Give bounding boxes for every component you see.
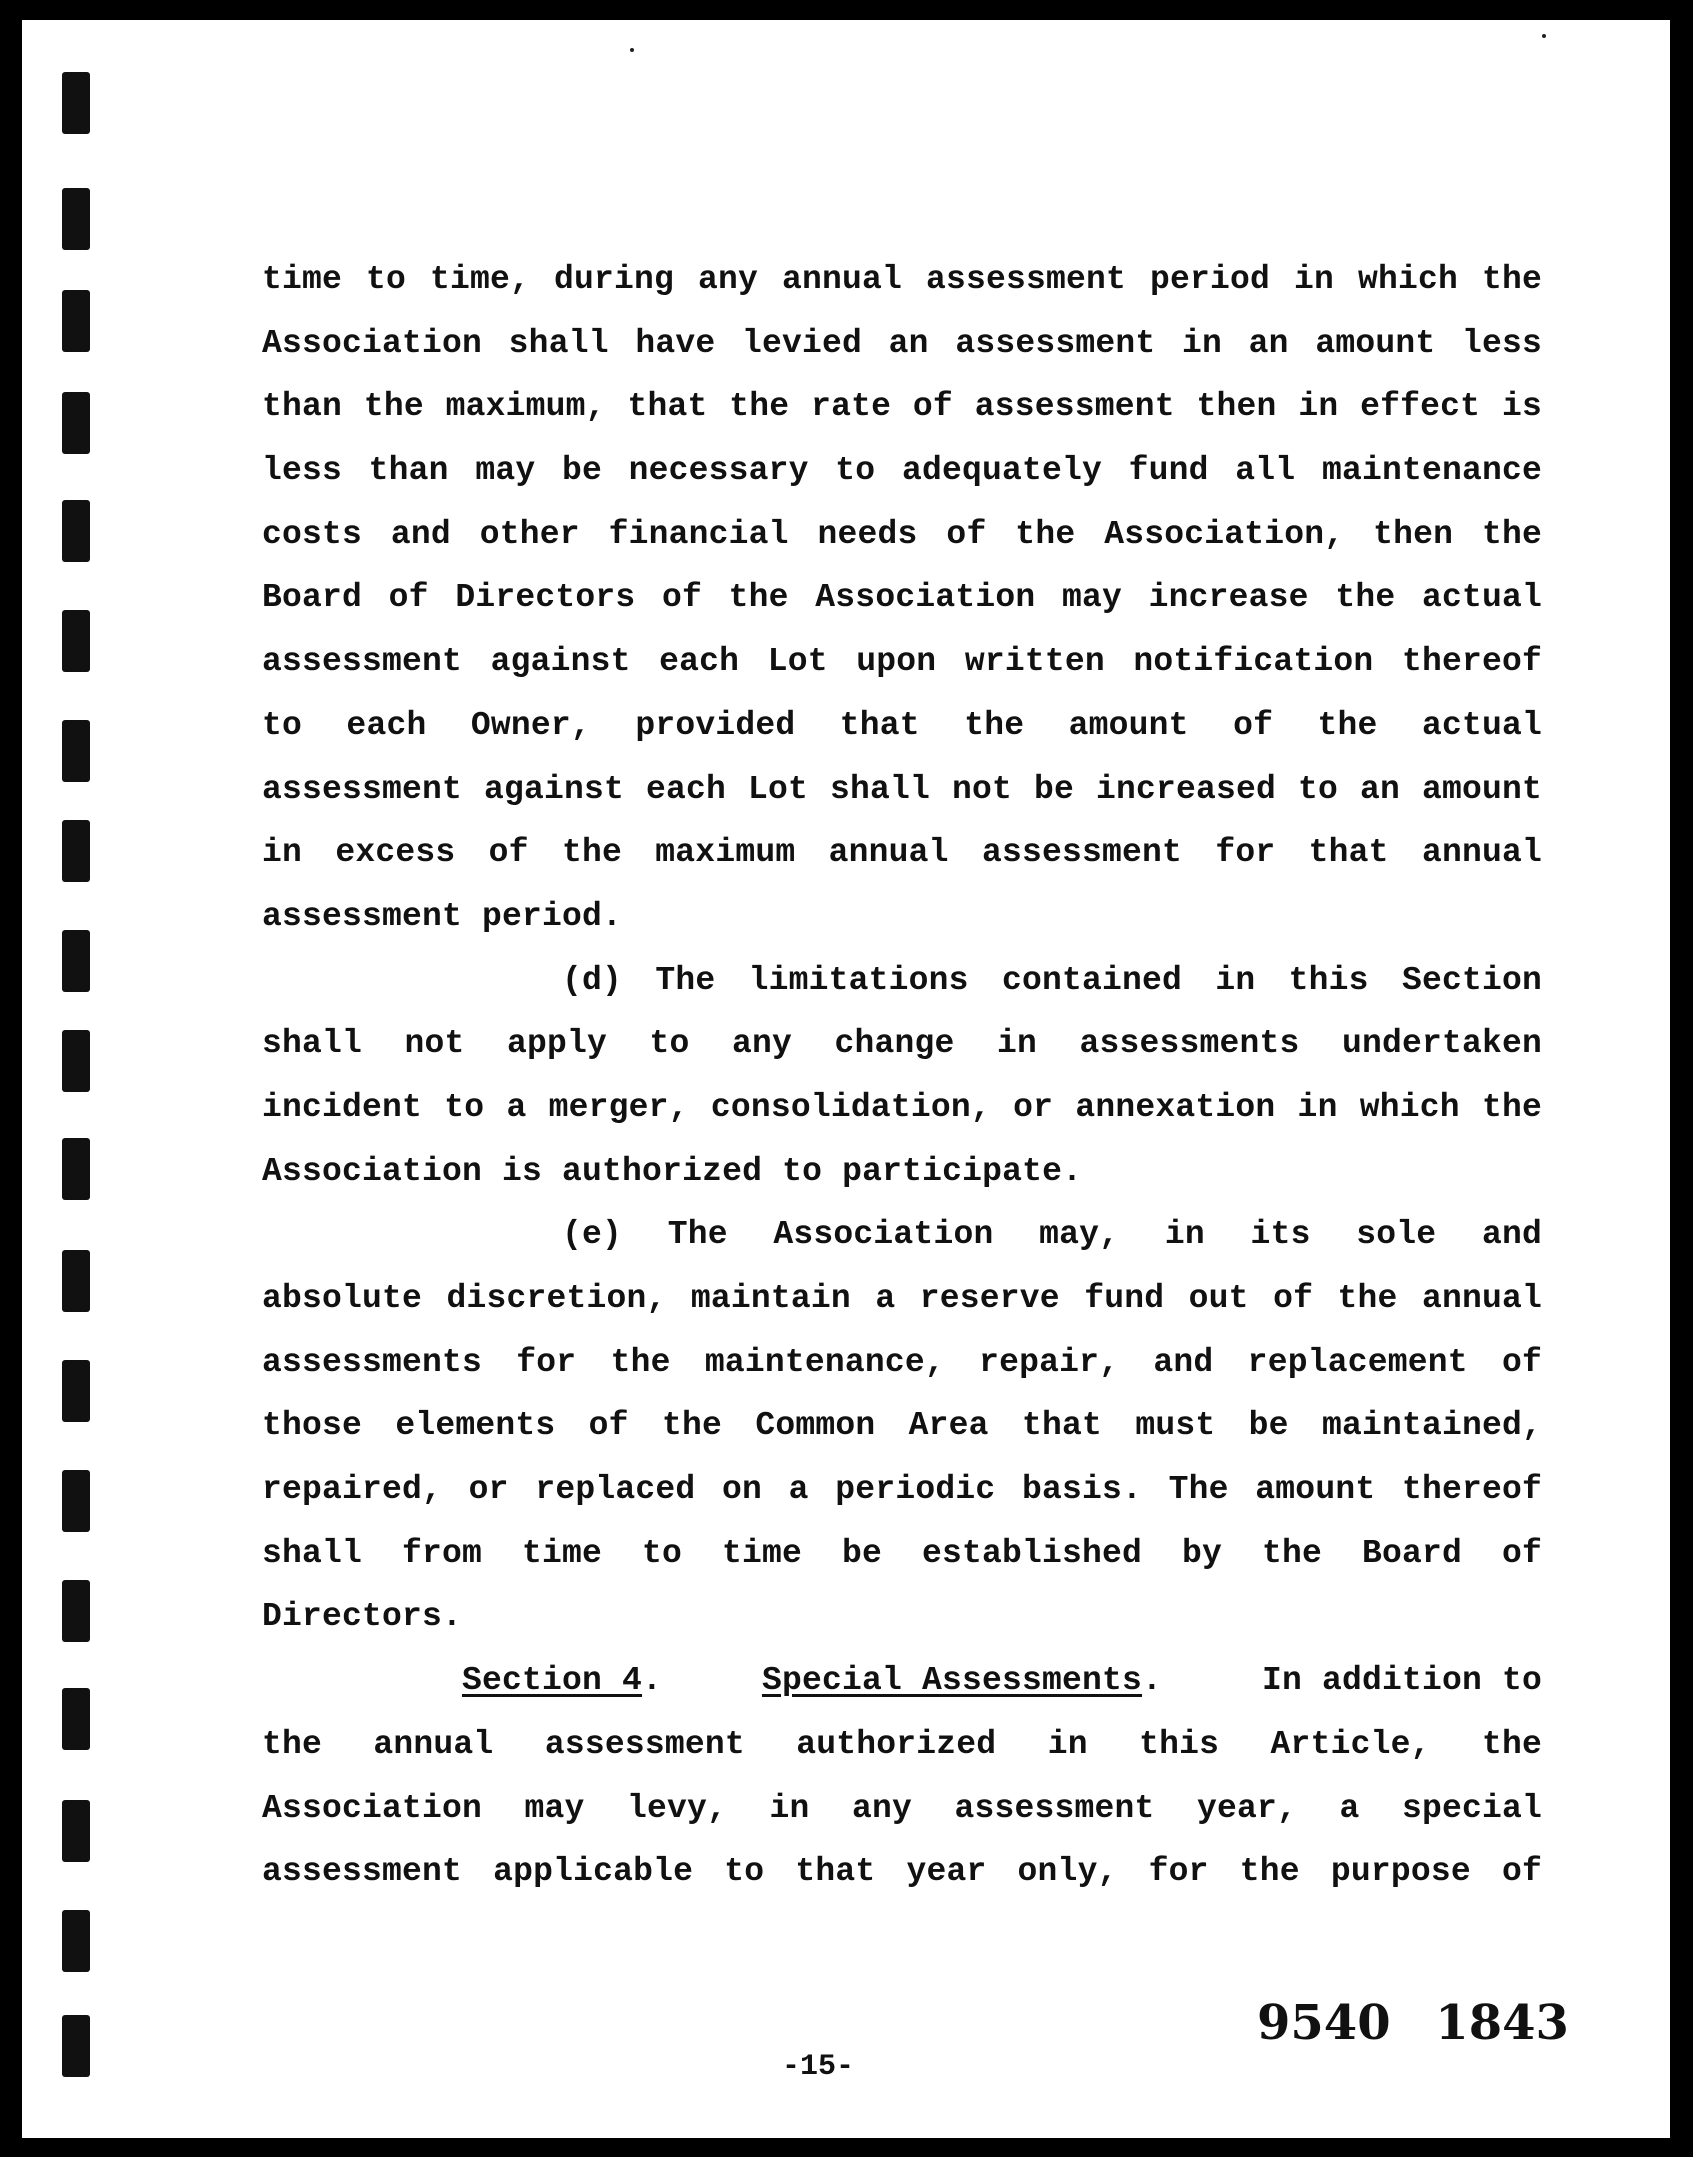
- text-line: to each Owner, provided that the amount of the actual: [262, 706, 1542, 744]
- binder-hole: [62, 1688, 90, 1750]
- bates-number: 9540 1843: [1257, 1995, 1569, 2051]
- binder-hole: [62, 1360, 90, 1422]
- text-line: incident to a merger, consolidation, or annexation in which the: [262, 1088, 1542, 1126]
- section-heading: Section 4: [462, 1662, 643, 1700]
- text-line: Directors.: [262, 1598, 463, 1636]
- text-line: assessment applicable to that year only, for the purpose of: [262, 1853, 1542, 1891]
- binder-hole: [62, 1580, 90, 1642]
- binder-hole: [62, 392, 90, 454]
- document-body: [262, 248, 1542, 1904]
- scan-speck: [630, 48, 634, 52]
- text-line: assessment period.: [262, 897, 623, 935]
- text-line: shall from time to time be established by the Board of: [262, 1534, 1542, 1572]
- binder-hole: [62, 1250, 90, 1312]
- section-4-heading-line: [262, 1649, 1542, 1713]
- binder-hole: [62, 1030, 90, 1092]
- text-line: Association shall have levied an assessment in an amount less: [262, 324, 1542, 362]
- binder-hole: [62, 720, 90, 782]
- text-line: assessments for the maintenance, repair, and replacement of: [262, 1343, 1542, 1381]
- binder-hole: [62, 930, 90, 992]
- binder-hole: [62, 290, 90, 352]
- text-line: Board of Directors of the Association may increase the actual: [262, 579, 1542, 617]
- text-line: shall not apply to any change in assessments undertaken: [262, 1025, 1542, 1063]
- section-4-title-group: [762, 1649, 1162, 1713]
- text-line: Association may levy, in any assessment year, a special: [262, 1789, 1542, 1827]
- subsection-e-line: (e) The Association may, in its sole and: [562, 1216, 1542, 1254]
- page-number: -15-: [782, 2050, 855, 2084]
- binder-hole: [62, 2015, 90, 2077]
- subsection-d-line: (d) The limitations contained in this Section: [562, 961, 1542, 999]
- binder-hole: [62, 820, 90, 882]
- document-page: [22, 20, 1670, 2138]
- text-line: absolute discretion, maintain a reserve fund out of the annual: [262, 1280, 1542, 1317]
- text-line: in excess of the maximum annual assessment for that annual: [262, 834, 1542, 872]
- text-line: Association is authorized to participate.: [262, 1152, 1083, 1190]
- binder-hole: [62, 1910, 90, 1972]
- text-line: less than may be necessary to adequately fund all maintenance: [262, 452, 1542, 490]
- section-4-label: [462, 1649, 662, 1713]
- binder-hole: [62, 1138, 90, 1200]
- text-line: repaired, or replaced on a periodic basis. The amount thereof: [262, 1471, 1542, 1509]
- binder-hole: [62, 72, 90, 134]
- text-line: assessment against each Lot upon written notification thereof: [262, 643, 1542, 681]
- text-line: those elements of the Common Area that must be maintained,: [262, 1407, 1542, 1445]
- section-heading-period: .: [642, 1662, 663, 1700]
- section-lead-text: In addition to: [1261, 1662, 1542, 1700]
- binder-hole: [62, 1800, 90, 1862]
- section-title-period: .: [1142, 1662, 1163, 1700]
- text-line: the annual assessment authorized in this Article, the: [262, 1725, 1542, 1763]
- text-line: than the maximum, that the rate of assessment then in effect is: [262, 388, 1542, 426]
- text-line: time to time, during any annual assessment period in which the: [262, 261, 1542, 298]
- binder-hole: [62, 500, 90, 562]
- binder-hole: [62, 610, 90, 672]
- scan-speck: [1542, 34, 1546, 38]
- text-line: assessment against each Lot shall not be increased to an amount: [262, 770, 1542, 808]
- binder-hole: [62, 1470, 90, 1532]
- section-title: Special Assessments: [761, 1662, 1143, 1700]
- binder-holes: [62, 20, 102, 2138]
- text-line: costs and other financial needs of the Association, then the: [262, 515, 1542, 553]
- binder-hole: [62, 188, 90, 250]
